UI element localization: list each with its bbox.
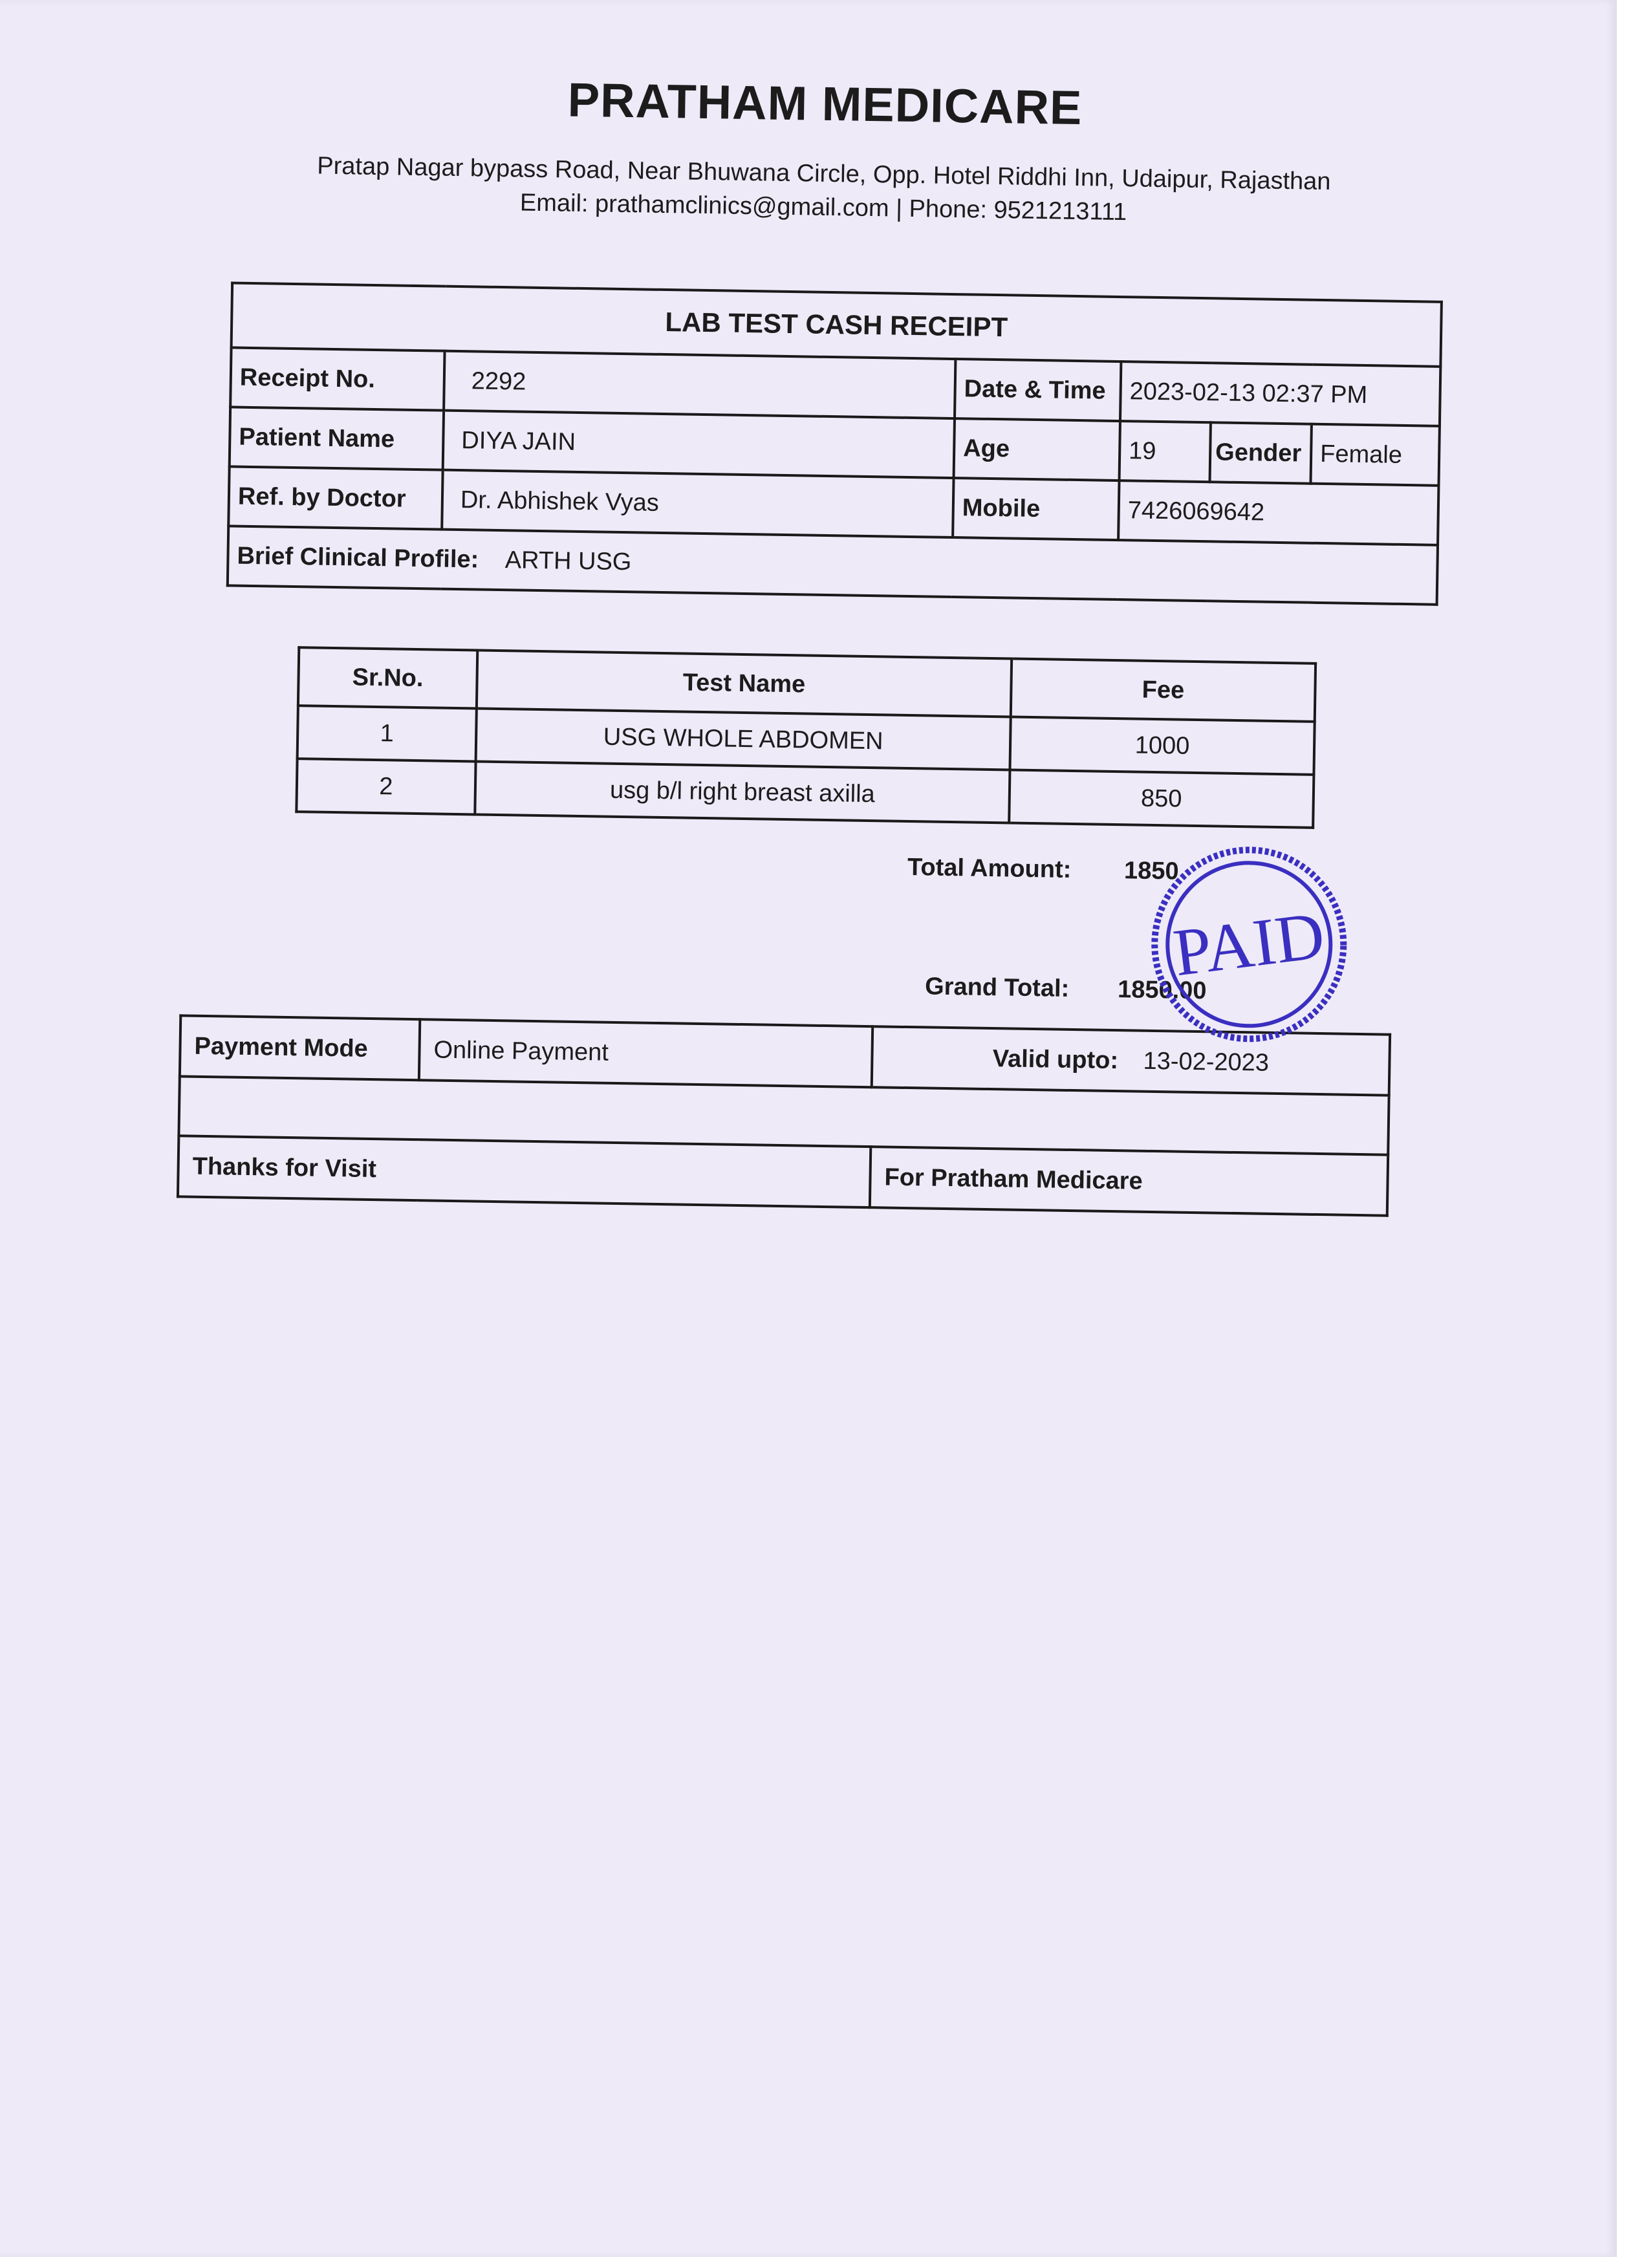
valid-upto-label: Valid upto: xyxy=(992,1044,1119,1074)
total-amount-value: 1850 xyxy=(1123,857,1179,885)
test-srno: 2 xyxy=(296,759,475,814)
column-header-fee: Fee xyxy=(1011,658,1316,721)
column-header-srno: Sr.No. xyxy=(298,647,477,708)
clinic-contact: Email: prathamclinics@gmail.com | Phone: 9521213111 xyxy=(519,189,1127,226)
age-value: 19 xyxy=(1120,421,1211,482)
valid-upto-value: 13-02-2023 xyxy=(1143,1047,1270,1077)
paid-stamp xyxy=(1144,839,1354,1050)
clinic-name: PRATHAM MEDICARE xyxy=(567,72,1083,135)
grand-total-value: 1850.00 xyxy=(1117,976,1207,1005)
stamp-text: PAID xyxy=(1169,898,1329,991)
age-label: Age xyxy=(954,418,1120,481)
test-name: usg b/l right breast axilla xyxy=(475,761,1010,823)
test-fee: 1000 xyxy=(1010,717,1314,774)
signatory-text: For Pratham Medicare xyxy=(870,1147,1388,1216)
test-srno: 1 xyxy=(298,706,477,761)
receipt-no-value: 2292 xyxy=(444,351,955,418)
test-name: USG WHOLE ABDOMEN xyxy=(476,708,1011,770)
patient-info-table xyxy=(226,281,1443,605)
doctor-value: Dr. Abhishek Vyas xyxy=(442,470,953,537)
grand-total-label: Grand Total: xyxy=(924,973,1070,1002)
clinical-profile-value: ARTH USG xyxy=(504,546,632,576)
patient-name-label: Patient Name xyxy=(230,407,444,470)
clinic-address: Pratap Nagar bypass Road, Near Bhuwana Circle, Opp. Hotel Riddhi Inn, Udaipur, Rajasthan xyxy=(317,152,1331,196)
receipt-no-label: Receipt No. xyxy=(230,347,444,410)
column-header-test-name: Test Name xyxy=(477,651,1012,717)
receipt-heading: LAB TEST CASH RECEIPT xyxy=(232,283,1442,366)
total-amount-label: Total Amount: xyxy=(907,853,1072,883)
thanks-text: Thanks for Visit xyxy=(178,1136,871,1207)
gender-value: Female xyxy=(1310,424,1439,486)
gender-label: Gender xyxy=(1210,422,1312,483)
test-fee: 850 xyxy=(1009,770,1314,827)
mobile-label: Mobile xyxy=(953,478,1119,540)
patient-name-value: DIYA JAIN xyxy=(443,411,955,478)
datetime-value: 2023-02-13 02:37 PM xyxy=(1120,362,1440,426)
mobile-value: 7426069642 xyxy=(1118,481,1438,545)
doctor-label: Ref. by Doctor xyxy=(228,466,442,529)
payment-mode-value: Online Payment xyxy=(419,1019,872,1087)
datetime-label: Date & Time xyxy=(955,359,1121,421)
tests-table xyxy=(295,646,1317,829)
payment-mode-label: Payment Mode xyxy=(180,1015,420,1080)
clinical-profile-label: Brief Clinical Profile: xyxy=(237,542,479,574)
